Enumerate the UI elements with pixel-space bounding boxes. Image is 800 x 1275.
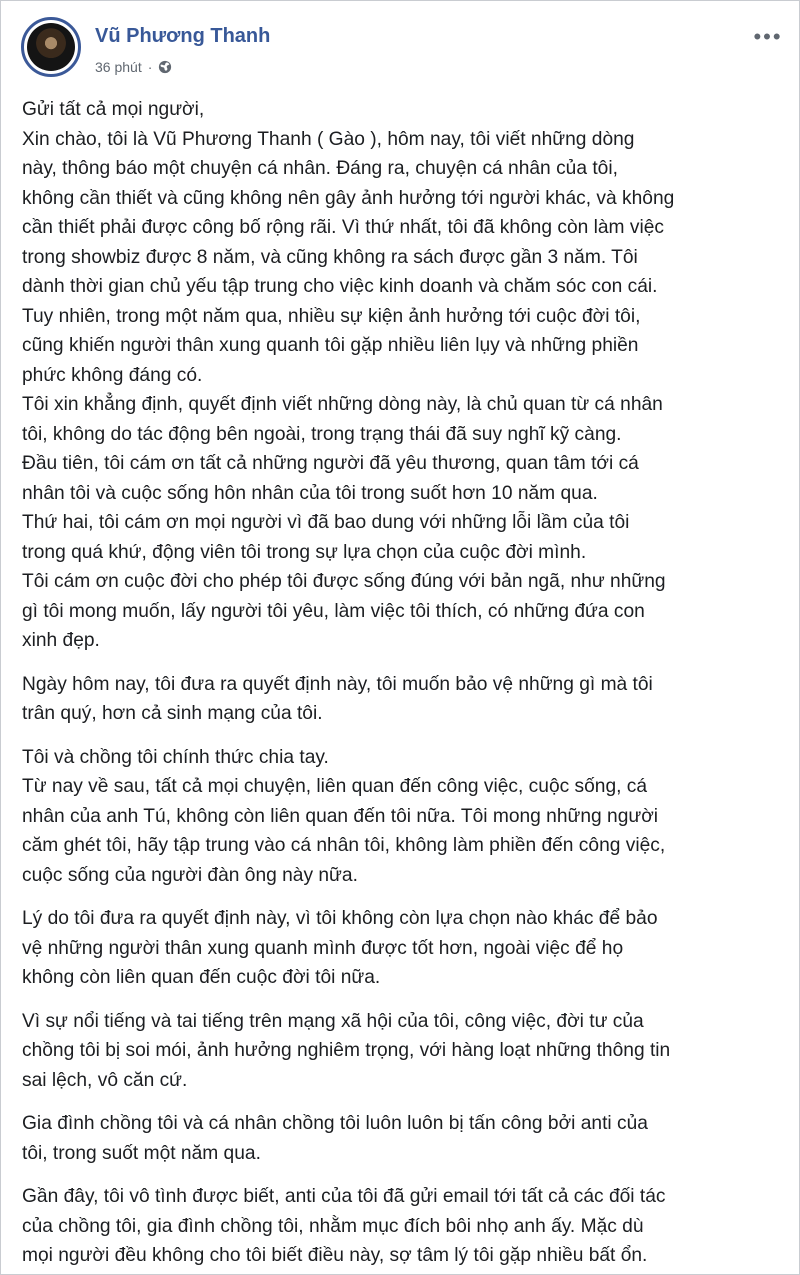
post-paragraph [22, 904, 792, 993]
post-text-line: chồng tôi bị soi mói, ảnh hưởng nghiêm trọng, với hàng loạt những thông tin [22, 1040, 671, 1061]
post-paragraph [22, 743, 792, 891]
post-text-line: Gửi tất cả mọi người, [22, 99, 205, 120]
post-text-line: Vì sự nổi tiếng và tai tiếng trên mạng xã hội của tôi, công việc, đời tư của [22, 1010, 644, 1032]
post-header [21, 17, 785, 87]
post-paragraph [22, 95, 792, 656]
post-paragraph [22, 670, 792, 729]
post-text [22, 95, 792, 1275]
meta-separator: · [147, 59, 153, 75]
post-paragraph [22, 1182, 792, 1271]
post-text-line: vệ những người thân xung quanh mình được tốt hơn, ngoài việc để họ [22, 937, 624, 959]
post-text-line: cần thiết phải được công bố rộng rãi. Vì thứ nhất, tôi đã không còn làm việc [22, 217, 664, 238]
more-options-button[interactable] [753, 24, 783, 49]
post-text-line: nhân của anh Tú, không còn liên quan đến tôi nữa. Tôi mong những người [22, 805, 659, 827]
post-text-line: Thứ hai, tôi cám ơn mọi người vì đã bao dung với những lỗi lầm của tôi [22, 512, 630, 533]
post-text-line: Ngày hôm nay, tôi đưa ra quyết định này, tôi muốn bảo vệ những gì mà tôi [22, 673, 653, 695]
post-meta [95, 59, 172, 75]
post-text-line: trong quá khứ, động viên tôi trong sự lựa chọn của cuộc đời mình. [22, 541, 587, 563]
globe-icon[interactable] [158, 60, 172, 74]
post-text-line: cuộc sống của người đàn ông này nữa. [22, 864, 358, 886]
post-text-line: Lý do tôi đưa ra quyết định này, vì tôi không còn lựa chọn nào khác để bảo [22, 908, 658, 929]
post-paragraph [22, 1109, 792, 1168]
post-text-line: tôi, không do tác động bên ngoài, trong trạng thái đã suy nghĩ kỹ càng. [22, 423, 622, 445]
author-name[interactable]: Vũ Phương Thanh [95, 25, 271, 47]
post-text-line: Gần đây, tôi vô tình được biết, anti của tôi đã gửi email tới tất cả các đối tác [22, 1186, 666, 1207]
post-text-line: xinh đẹp. [22, 630, 100, 651]
post-text-line: phức không đáng có. [22, 364, 203, 386]
post-text-line: không cần thiết và cũng không nên gây ảnh hưởng tới người khác, và không [22, 187, 675, 209]
post-text-line: trong showbiz được 8 năm, và cũng không ra sách được gần 3 năm. Tôi [22, 246, 638, 268]
profile-photo [27, 23, 75, 71]
post-text-line: căm ghét tôi, hãy tập trung vào cá nhân tôi, không làm phiền đến công việc, [22, 835, 666, 856]
post-text-line: tôi, trong suốt một năm qua. [22, 1142, 261, 1164]
post-text-line: dành thời gian chủ yếu tập trung cho việc kinh doanh và chăm sóc con cái. [22, 276, 658, 297]
post-text-line: Tôi xin khẳng định, quyết định viết những dòng này, là chủ quan từ cá nhân [22, 394, 663, 415]
post-text-line: này, thông báo một chuyện cá nhân. Đáng ra, chuyện cá nhân của tôi, [22, 158, 618, 179]
post-text-line: Xin chào, tôi là Vũ Phương Thanh ( Gào ), hôm nay, tôi viết những dòng [22, 128, 635, 150]
avatar[interactable] [21, 17, 81, 77]
post-text-line: nhân tôi và cuộc sống hôn nhân của tôi trong suốt hơn 10 năm qua. [22, 482, 598, 504]
post-text-line: gì tôi mong muốn, lấy người tôi yêu, làm việc tôi thích, có những đứa con [22, 600, 645, 622]
post-text-line: của chồng tôi, gia đình chồng tôi, nhằm mục đích bôi nhọ anh ấy. Mặc dù [22, 1215, 644, 1237]
post-text-line: Từ nay về sau, tất cả mọi chuyện, liên quan đến công việc, cuộc sống, cá [22, 776, 648, 797]
post-text-line: Tôi và chồng tôi chính thức chia tay. [22, 746, 329, 768]
more-horizontal-icon: ••• [753, 24, 783, 49]
post-text-line: không còn liên quan đến cuộc đời tôi nữa. [22, 967, 381, 988]
post-paragraph [22, 1007, 792, 1096]
post-text-line: mọi người đều không cho tôi biết điều này, sợ tâm lý tôi gặp nhiều bất ổn. [22, 1245, 648, 1266]
post-text-line: sai lệch, vô căn cứ. [22, 1069, 188, 1091]
post-timestamp[interactable]: 36 phút [95, 59, 142, 75]
post-text-line: Gia đình chồng tôi và cá nhân chồng tôi luôn luôn bị tấn công bởi anti của [22, 1113, 648, 1134]
post-text-line: Tuy nhiên, trong một năm qua, nhiều sự kiện ảnh hưởng tới cuộc đời tôi, [22, 305, 641, 327]
post-text-line: Đầu tiên, tôi cám ơn tất cả những người đã yêu thương, quan tâm tới cá [22, 453, 639, 474]
post-text-line: Tôi cám ơn cuộc đời cho phép tôi được sống đúng với bản ngã, như những [22, 571, 666, 592]
post-text-line: cũng khiến người thân xung quanh tôi gặp nhiều liên lụy và những phiền [22, 335, 639, 356]
post-text-line: trân quý, hơn cả sinh mạng của tôi. [22, 703, 323, 724]
